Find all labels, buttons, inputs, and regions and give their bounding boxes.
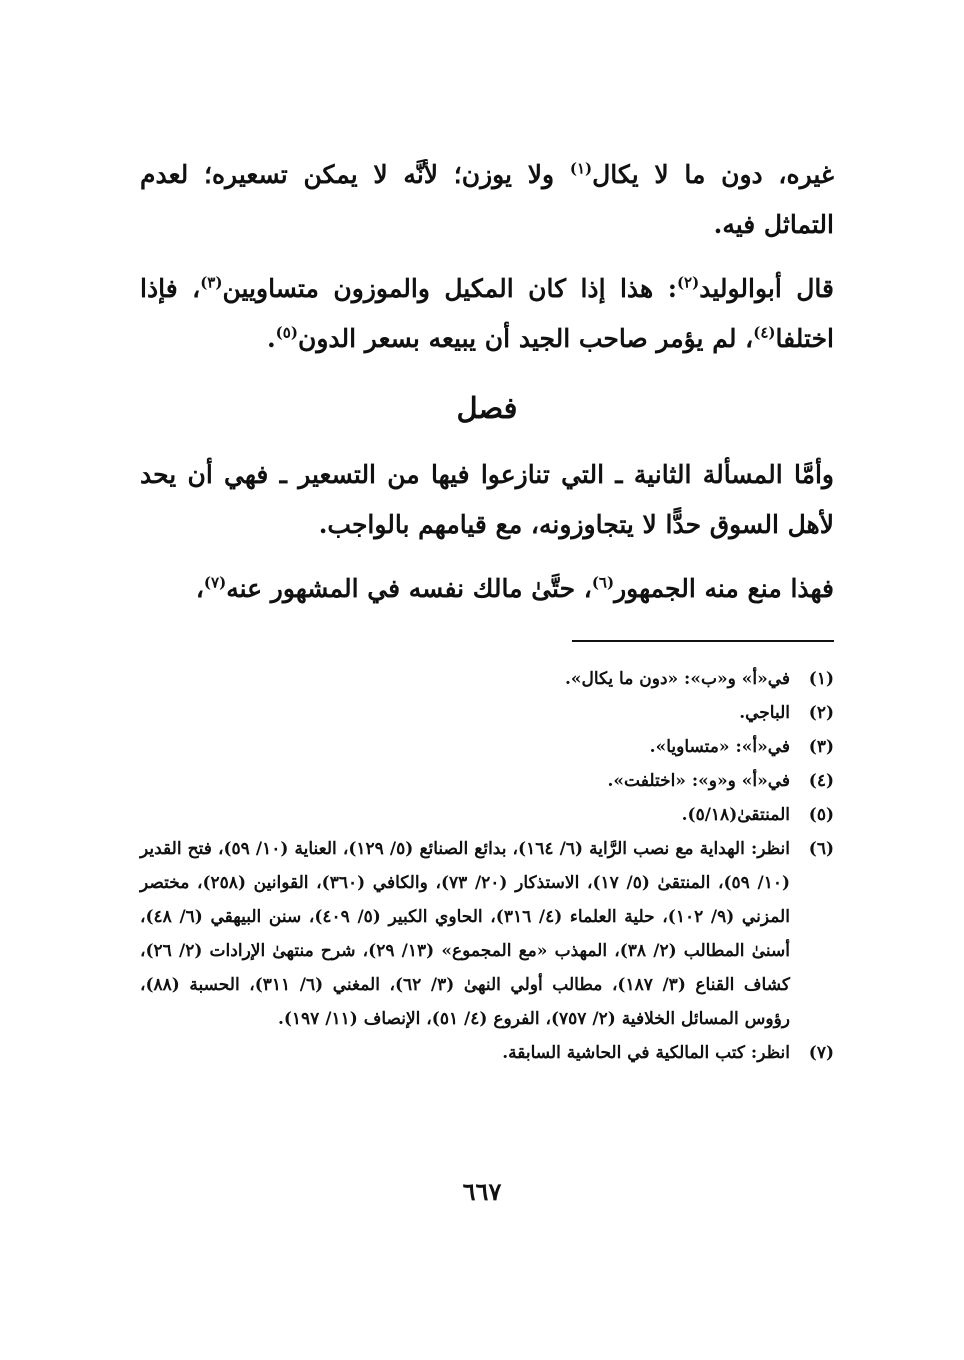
footnote-item bbox=[140, 764, 834, 798]
footnote-number: (١) bbox=[808, 669, 834, 689]
footnote-number: (٤) bbox=[808, 771, 834, 791]
footnote-ref-3[interactable]: (٣) bbox=[200, 273, 223, 292]
footnote-text: في«أ» و«ب»: «دون ما يكال». bbox=[564, 669, 790, 689]
paragraph-4 bbox=[140, 564, 834, 614]
footnote-item bbox=[140, 1036, 834, 1070]
paragraph-1 bbox=[140, 150, 834, 250]
footnote-number: (٣) bbox=[808, 737, 834, 757]
footnote-text: الباجي. bbox=[739, 703, 790, 723]
paragraph-2 bbox=[140, 264, 834, 364]
footnote-number: (٧) bbox=[808, 1043, 834, 1063]
footnote-ref-7[interactable]: (٧) bbox=[203, 573, 227, 592]
footnotes-list bbox=[140, 662, 834, 1070]
footnote-divider bbox=[572, 640, 834, 642]
footnote-ref-2[interactable]: (٢) bbox=[676, 273, 700, 292]
text-run: قال أبوالوليد bbox=[699, 274, 834, 303]
paragraph-3: وأمَّا المسألة الثانية ـ التي تنازعوا فيها من التسعير ـ فهي أن يحد لأهل السوق حدًّا لا يتجاوزونه، مع قيامهم بالواجب. bbox=[140, 460, 834, 539]
text-run: : هذا إذا كان المكيل والموزون متساويين bbox=[222, 274, 677, 303]
footnote-item bbox=[140, 798, 834, 832]
footnote-item bbox=[140, 730, 834, 764]
footnote-ref-6[interactable]: (٦) bbox=[591, 573, 615, 592]
footnote-text: في«أ»: «متساويا». bbox=[649, 737, 790, 757]
footnote-item bbox=[140, 662, 834, 696]
footnote-number: (٥) bbox=[808, 805, 834, 825]
text-run: ، حتَّىٰ مالك نفسه في المشهور عنه bbox=[226, 574, 592, 603]
footnote-ref-5[interactable]: (٥) bbox=[275, 323, 298, 342]
section-heading: فصل bbox=[456, 391, 518, 425]
text-run: فهذا منع منه الجمهور bbox=[614, 574, 834, 603]
text-run: ، لم يؤمر صاحب الجيد أن يبيعه بسعر الدون bbox=[297, 324, 754, 353]
footnote-ref-4[interactable]: (٤) bbox=[753, 323, 776, 342]
footnote-item bbox=[140, 696, 834, 730]
footnote-text: انظر: كتب المالكية في الحاشية السابقة. bbox=[502, 1043, 790, 1063]
footnote-ref-1[interactable]: (١) bbox=[569, 159, 593, 178]
footnote-text: في«أ» و«و»: «اختلفت». bbox=[607, 771, 790, 791]
text-run: غيره، دون ما لا يكال bbox=[592, 160, 834, 189]
footnote-number: (٢) bbox=[808, 703, 834, 723]
footnote-text: المنتقىٰ(٥/١٨). bbox=[681, 805, 790, 825]
page-content bbox=[140, 150, 834, 1070]
text-run: . bbox=[266, 324, 276, 353]
text-run: ، bbox=[195, 574, 204, 603]
footnote-item bbox=[140, 832, 834, 1036]
page-number: ٦٦٧ bbox=[462, 1177, 502, 1206]
footnote-number: (٦) bbox=[808, 839, 834, 859]
text-run: ، فإذا اختلفا bbox=[140, 274, 834, 353]
footnote-text: انظر: الهداية مع نصب الرَّاية (٦/ ١٦٤)، بدائع الصنائع (٥/ ١٢٩)، العناية (١٠/ ٥٩)، فتح القدير (١٠/ ٥٩)، المنتقىٰ (٥/ ١٧)، الاستذكار (٢٠/ ٧٣)، والكافي (٣٦٠)، القوانين (٢٥٨)، مختصر المزني (٩/ ١٠٢)، حلية العلماء (٤/ ٣١٦)، الحاوي الكبير (٥/ ٤٠٩)، سنن البيهقي (٦/ ٤٨)، أسنىٰ المطالب (٢/ ٣٨)، المهذب «مع المجموع» (١٣/ ٢٩)، شرح منتهىٰ الإرادات (٢/ ٢٦)، كشاف القناع (٣/ ١٨٧)، مطالب أولي النهىٰ (٣/ ٦٢)، المغني (٦/ ٣١١)، الحسبة (٨٨)، رؤوس المسائل الخلافية (٢/ ٧٥٧)، الفروع (٤/ ٥١)، الإنصاف (١١/ ١٩٧). bbox=[140, 839, 790, 1029]
text-run: ولا يوزن؛ لأنَّه لا يمكن تسعيره؛ لعدم التماثل فيه. bbox=[140, 160, 834, 239]
